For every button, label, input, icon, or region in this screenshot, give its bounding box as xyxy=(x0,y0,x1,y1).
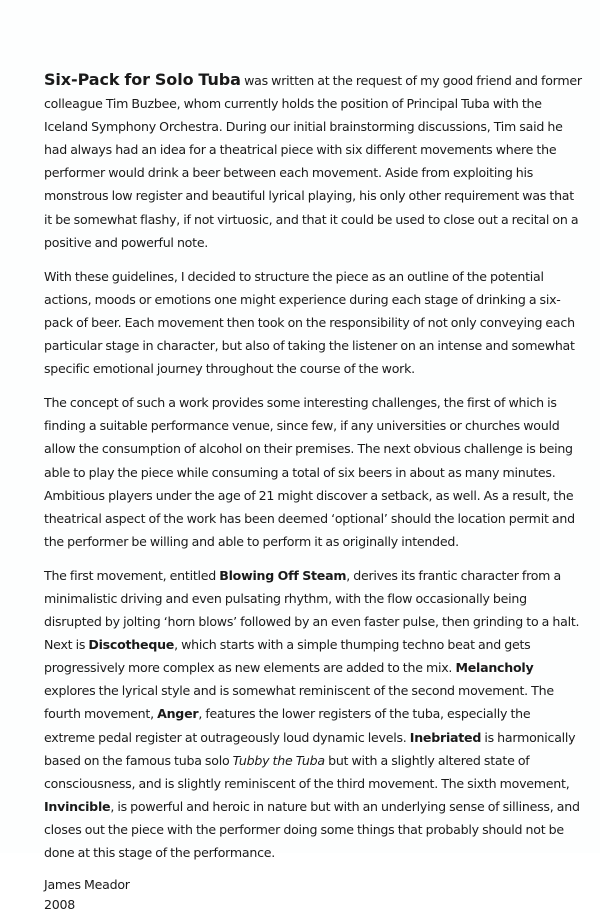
text-segment: The first movement, entitled xyxy=(44,567,220,583)
text-segment: , derives its frantic character from a minimalistic driving and even pulsating rhythm, with the flow occasionally being disrupted by jolting ‘horn blows’ followed by an even faster pulse, then grinding to a halt. Next is xyxy=(44,567,580,653)
year: 2008 xyxy=(44,897,76,913)
paragraph-challenges: The concept of such a work provides some interesting challenges, the first of which is finding a suitable performance venue, since few, if any universities or churches would allow the consumption of alcohol on their premises. The next obvious challenge is being able to play the piece while consuming a total of six beers in about as many minutes. Ambitious players under the age of 21 might discover a setback, as well. As a result, the theatrical aspect of the work has been deemed ‘optional’ should the location permit and the performer be willing and able to perform it as originally intended. xyxy=(44,395,575,549)
movement-title-4: Anger xyxy=(157,706,199,722)
paragraph-intro xyxy=(44,68,584,254)
movement-title-6: Invincible xyxy=(44,798,111,814)
text-segment: , features the lower registers of the tuba, especially the extreme pedal register at outrageously loud dynamic levels. xyxy=(44,706,531,745)
movement-title-5: Inebriated xyxy=(409,729,482,745)
paragraph-intro-text: was written at the request of my good friend and former colleague Tim Buzbee, whom currently holds the position of Principal Tuba with the Iceland Symphony Orchestra. During our initial brainstorming discussions, Tim said he had always had an idea for a theatrical piece with six different movements where the performer would drink a beer between each movement. Aside from exploiting his monstrous low register and beautiful lyrical playing, his only other requirement was that it be somewhat flashy, if not virtuosic, and that it could be used to close out a recital on a positive and powerful note. xyxy=(44,73,582,250)
movement-title-2: Discotheque xyxy=(88,637,175,653)
author-name: James Meador xyxy=(44,877,130,893)
program-note xyxy=(44,68,584,915)
text-segment: , is powerful and heroic in nature but with an underlying sense of silliness, and closes out the piece with the performer doing some things that probably should not be done at this stage of the performance. xyxy=(44,798,580,860)
solo-title: Tubby the Tuba xyxy=(232,752,325,768)
movement-title-1: Blowing Off Steam xyxy=(219,567,347,583)
piece-title: Six-Pack for Solo Tuba xyxy=(44,70,241,89)
text-segment: is harmonically based on the famous tuba solo xyxy=(44,729,576,768)
signature xyxy=(44,875,584,915)
movement-title-3: Melancholy xyxy=(455,660,534,676)
text-segment: explores the lyrical style and is somewhat reminiscent of the second movement. The fourth movement, xyxy=(44,683,554,722)
paragraph-movements xyxy=(44,564,584,864)
text-segment: but with a slightly altered state of consciousness, and is slightly reminiscent of the third movement. The sixth movement, xyxy=(44,752,570,791)
text-segment: , which starts with a simple thumping techno beat and gets progressively more complex as new elements are added to the mix. xyxy=(44,637,531,676)
paragraph-structure: With these guidelines, I decided to structure the piece as an outline of the potential actions, moods or emotions one might experience during each stage of drinking a six-pack of beer. Each movement then took on the responsibility of not only conveying each particular stage in character, but also of taking the listener on an intense and somewhat specific emotional journey throughout the course of the work. xyxy=(44,268,575,377)
